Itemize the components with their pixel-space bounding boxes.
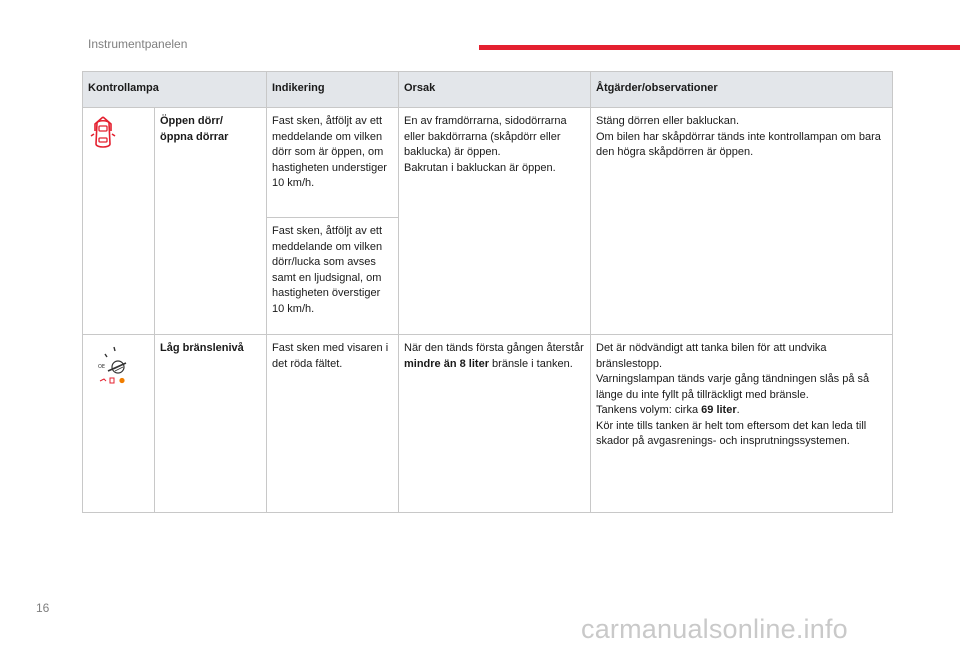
lamp-icon-cell: [83, 108, 155, 335]
section-title: Instrumentpanelen: [88, 37, 188, 51]
cause-text: En av framdörrarna, sidodörrarna eller bakdörrarna (skåpdörr eller baklucka) är öppen. Bakrutan i bakluckan är öppen.: [399, 108, 591, 335]
indication-text: Fast sken, åtföljt av ett meddelande om vilken dörr/lucka som avses samt en ljudsignal, om hastigheten överstiger 10 km/h.: [267, 218, 399, 335]
column-header-lamp: Kontrollampa: [83, 72, 267, 108]
lamp-name: Låg bränslenivå: [155, 335, 267, 513]
open-door-icon: [88, 143, 118, 155]
column-header-indication: Indikering: [267, 72, 399, 108]
svg-text:OE: OE: [98, 364, 106, 370]
indication-text: Fast sken, åtföljt av ett meddelande om vilken dörr som är öppen, om hastigheten understiger 10 km/h.: [267, 108, 399, 218]
column-header-cause: Orsak: [399, 72, 591, 108]
action-text: Det är nödvändigt att tanka bilen för att undvika bränslestopp. Varningslampan tänds varje gång tändningen slås på så länge du inte fyllt på tillräckligt med bränsle. Tankens volym: cirka 69 liter. Kör inte tills tanken är helt tom eftersom det kan leda till skador på avgasrenings- och insprutningssystemen.: [591, 335, 893, 513]
fuel-gauge-icon: [88, 364, 138, 394]
column-header-action: Åtgärder/observationer: [591, 72, 893, 108]
indication-text: Fast sken med visaren i det röda fältet.: [267, 335, 399, 513]
table-header-row: [83, 72, 893, 108]
section-accent-bar: [479, 45, 960, 50]
watermark: carmanualsonline.info: [581, 614, 848, 644]
action-text: Stäng dörren eller bakluckan. Om bilen har skåpdörrar tänds inte kontrollampan om bara den högra skåpdörren är öppen.: [591, 108, 893, 335]
lamp-name: Öppen dörr/ öppna dörrar: [155, 108, 267, 335]
page-number: 16: [36, 601, 50, 615]
cause-text: När den tänds första gången återstår mindre än 8 liter bränsle i tanken.: [399, 335, 591, 513]
warning-lamp-table: [82, 71, 893, 513]
table-row: [83, 335, 893, 513]
lamp-icon-cell: [83, 335, 155, 513]
table-row: [83, 108, 893, 218]
